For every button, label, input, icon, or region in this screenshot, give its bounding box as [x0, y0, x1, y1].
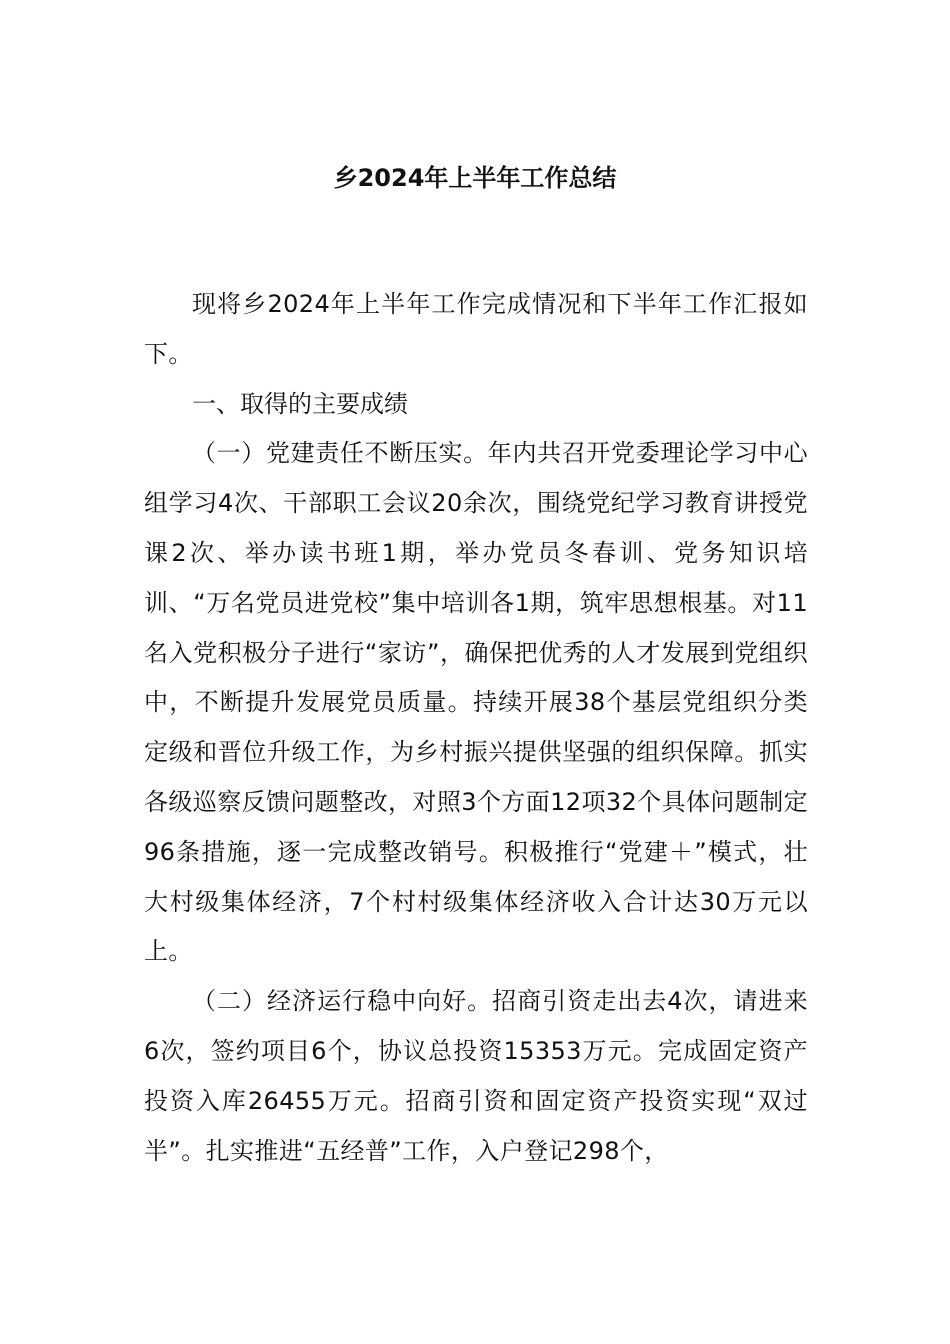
party-building-paragraph: （一）党建责任不断压实。年内共召开党委理论学习中心组学习4次、干部职工会议20余次，围绕党纪学习教育讲授党课2次、举办读书班1期，举办党员冬春训、党务知识培训、“万名党员进党校”集中培训各1期，筑牢思想根基。对11名入党积极分子进行“家访”，确保把优秀的人才发展到党组织中，不断提升发展党员质量。持续开展38个基层党组织分类定级和晋位升级工作，为乡村振兴提供坚强的组织保障。抓实各级巡察反馈问题整改，对照3个方面12项32个具体问题制定96条措施，逐一完成整改销号。积极推行“党建＋”模式，壮大村级集体经济，7个村村级集体经济收入合计达30万元以上。 [144, 439, 808, 966]
intro-paragraph: 现将乡2024年上半年工作完成情况和下半年工作汇报如下。 [144, 290, 808, 368]
document-body [144, 280, 808, 1176]
document-title: 乡2024年上半年工作总结 [333, 164, 617, 192]
economy-paragraph: （二）经济运行稳中向好。招商引资走出去4次，请进来6次，签约项目6个，协议总投资15353万元。完成固定资产投资入库26455万元。招商引资和固定资产投资实现“双过半”。扎实推进“五经普”工作，入户登记298个， [144, 987, 808, 1165]
section-heading: 一、取得的主要成绩 [192, 389, 408, 418]
